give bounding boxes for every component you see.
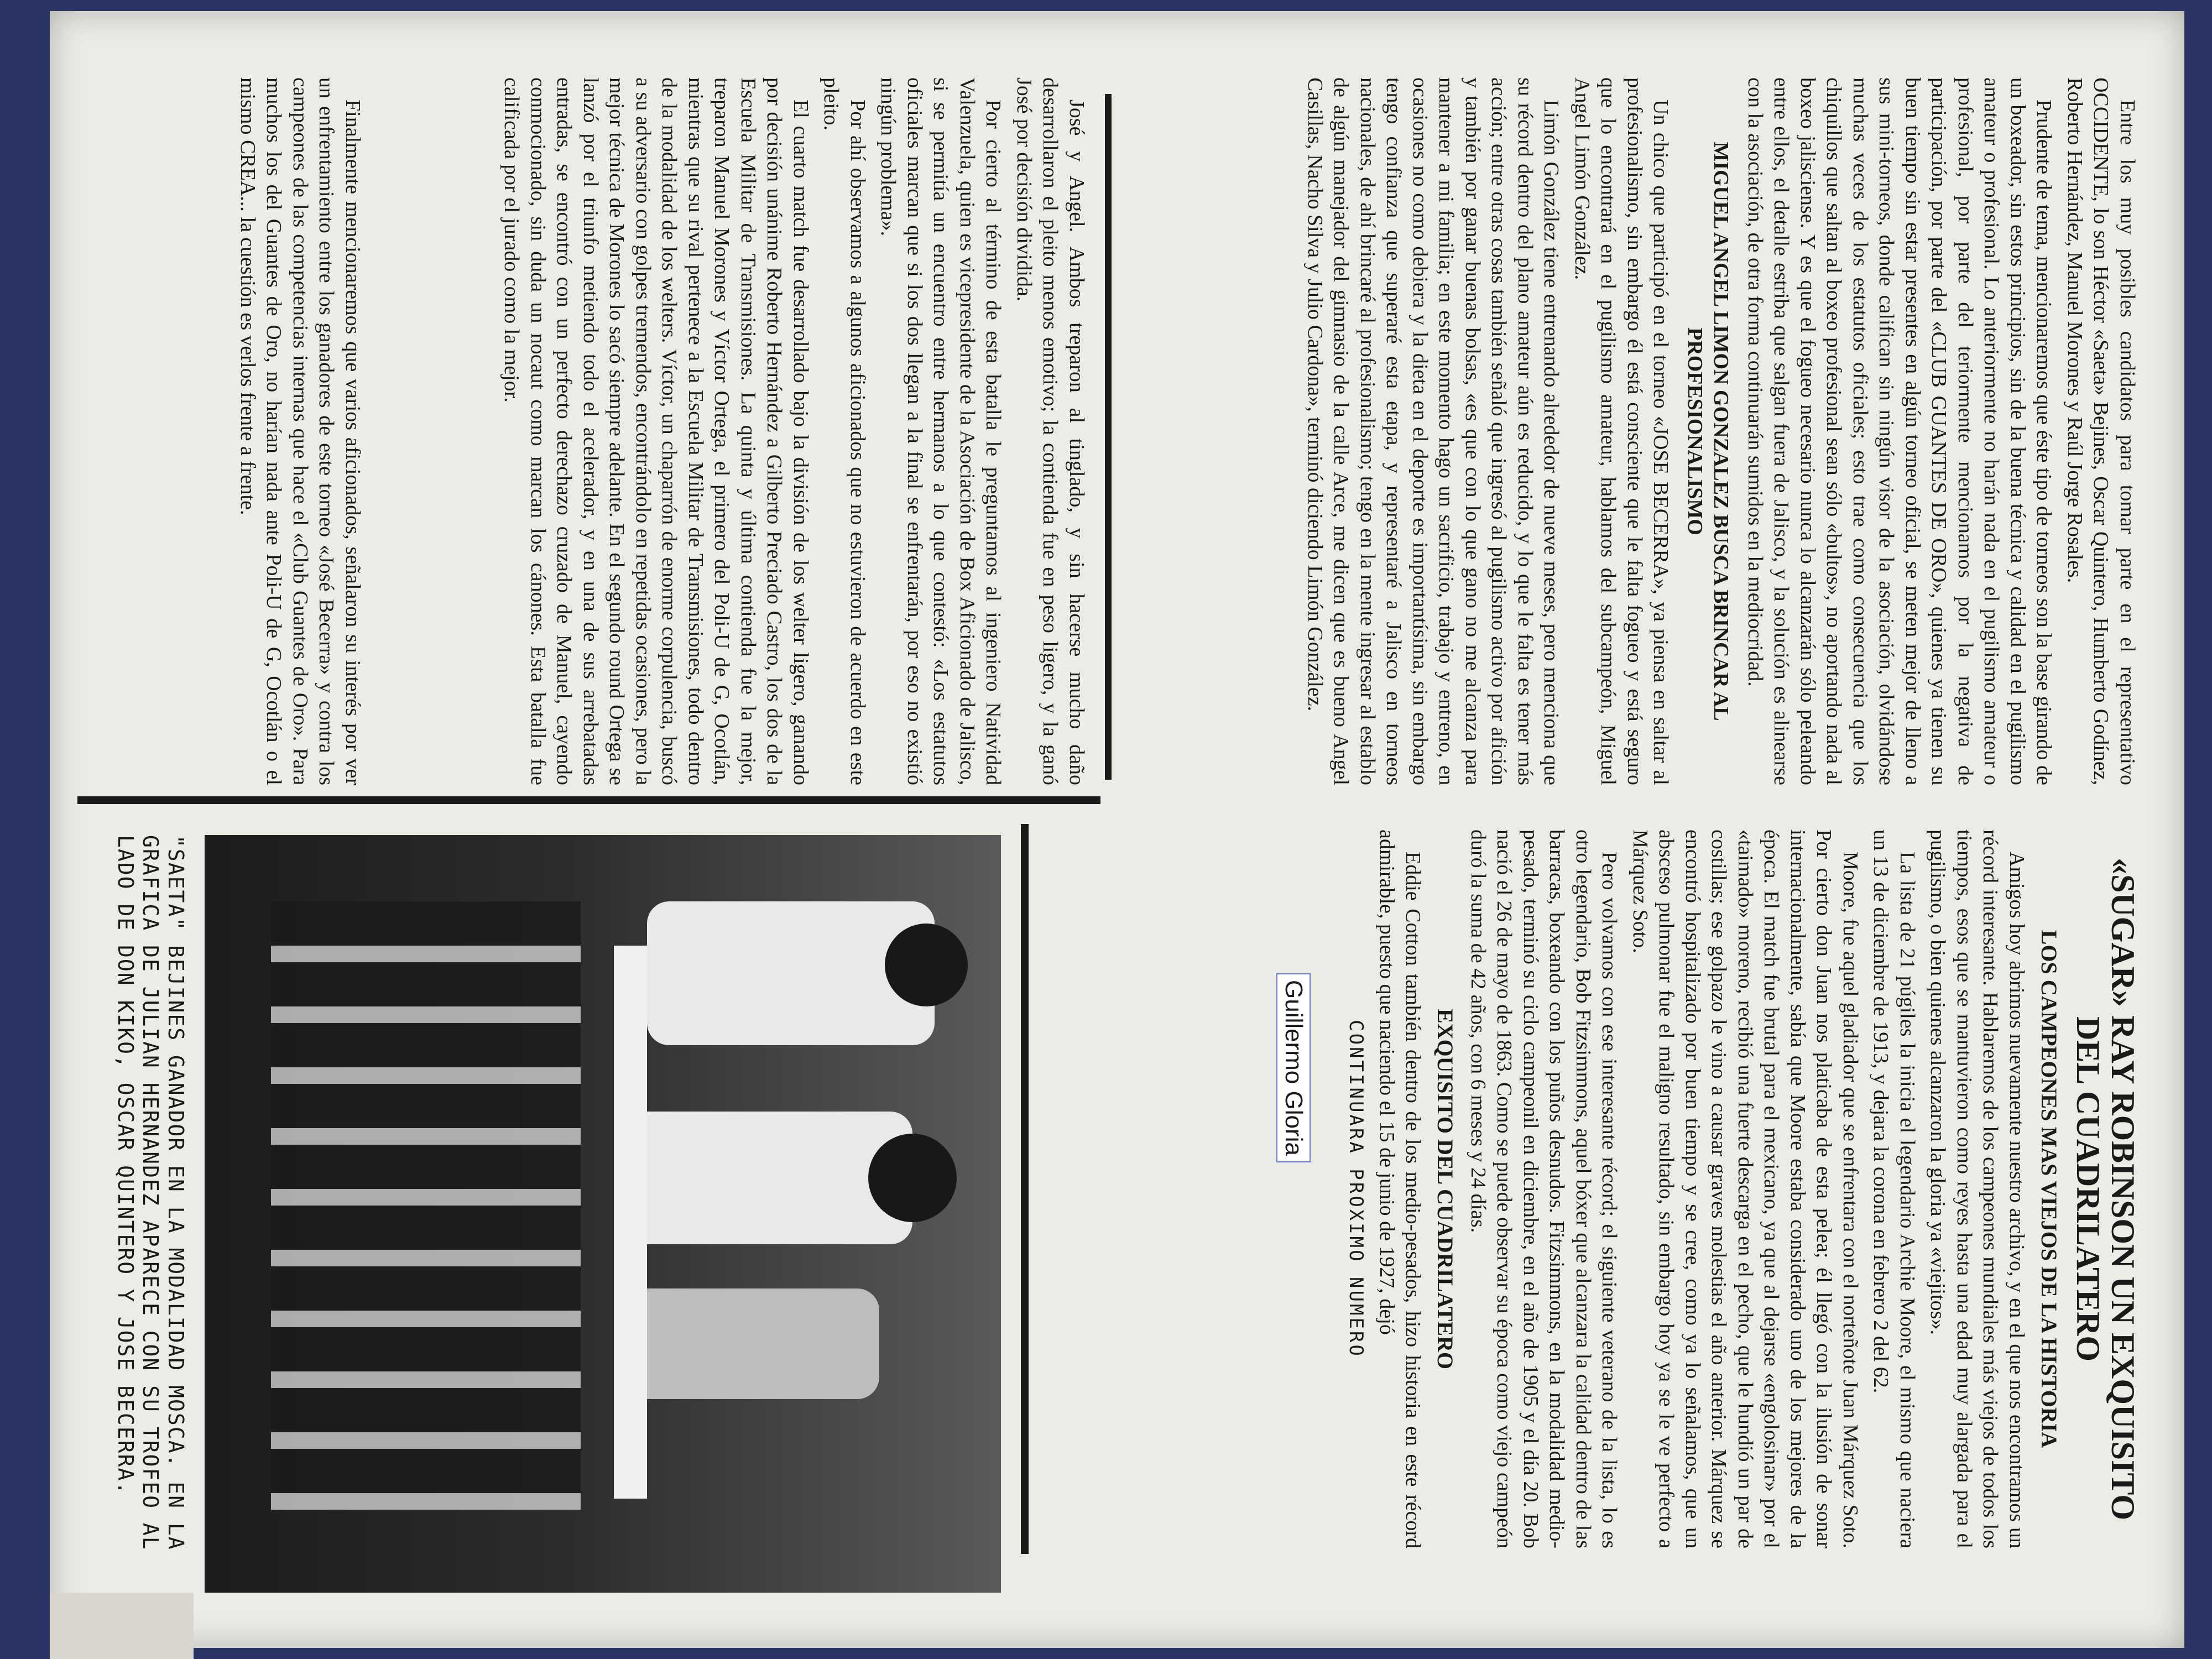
article-column [1344, 830, 2140, 1548]
left-p2: Prudente de tema, mencionaremos que éste tipo de torneos son la base girando de un boxeador, sin estos principios, sin de la buena técnica y calidad en el pugilismo amateur o profesional. Lo anteriormente no harán nada en el pugilismo amateur o profesional, por parte del teriormente mencionamos por la negativa de participación, por parte del «CLUB GUANTES DE ORO», quienes ya tienen su buen tiempo sin estar presentes en algún torneo oficial, se meten mejor de lleno a sus mini-torneos, donde califican sin ningún visor de la asociación, olvidándose muchas veces de los estatutos oficiales; esto trae como consecuencia que los chiquillos que saltan al boxeo profesional sean sólo «bultos», no aportando nada al boxeo jalisciense. Y es que el fogueo necesario nunca lo alcanzarán sólo peleando entre ellos, el detalle estriba que salgan fuera de Jalisco, y la solución es alinearse con la asociación, de otra forma continuarán sumidos en la mediocridad. [1744, 77, 2056, 785]
section-rule-left [1105, 94, 1112, 780]
left-p4: Limón González tiene entrenando alrededor de nueve meses, pero menciona que su récord dentro del plano amateur aún es reducido, y lo que le falta es tener más acción; entre otras cosas también señaló que ingresó al pugilismo activo por afición y también por ganar buenas bolsas, «es que con lo que gano no me alcanza para mantener a mi familia; en este momento hago un sacrificio, trabajo y entreno, en ocasiones no como debiera y la dieta en el deporte es importantísima, sin embargo tengo confianza que superaré esta etapa, y representaré a Jalisco en torneos nacionales, de ahí brincaré al profesionalismo; tengo en la mente ingresar al establo de algún manejador del gimnasio de la calle Arce, me dicen que es bueno Angel Casillas, Nacho Silva y Julio Cardona», terminó diciendo Limón González. [1303, 77, 1563, 785]
figure-3 [625, 1288, 879, 1399]
right-p2: Por cierto al término de esta batalla le preguntamos al ingeniero Natividad Valenzuela, quien es vicepresidente de la Asociación de Box Aficionado de Jalisco, si se permitía un encuentro entre hermanos a lo que contestó: «Los estatutos oficiales marcan que si los dos llegan a la final se enfrentarán, por eso no existió ningún problema». [877, 77, 1005, 785]
top-band [1128, 11, 2140, 1648]
right-p1: José y Angel. Ambos treparon al tinglado, y sin hacerse mucho daño desarrollaron el pleito menos emotivo; la contienda fue en peso ligero, y la ganó José por decisión dividida. [1013, 77, 1088, 785]
article-p3: Moore, fue aquel gladiador que se enfrentara con el norteñote Juan Márquez Soto. Por cierto don Juan nos platicaba de esta pelea; él llegó con la ilusión de sonar internacionalmente, sabía que Moore estaba considerado uno de los mejores de la época. El match fue brutal para el mexicano, ya que al dejarse «engolosinar» por el «taimado» moreno, recibió una fuerte descarga en el pecho, que le hundió un par de costillas; ese golpazo le vino a causar graves molestias el año anterior. Márquez se encontró hospitalizado por buen tiempo y se cree, como ya lo señalamos, que un absceso pulmonar fue el maligno resultado, sin embargo hoy ya se le ve perfecto a Márquez Soto. [1629, 830, 1862, 1548]
column-rule [77, 796, 1100, 804]
name-label: Guillermo Gloria [1276, 973, 1311, 1162]
rotated-content [50, 11, 2184, 1648]
continues-note: CONTINUARA PROXIMO NUMERO [1345, 1020, 1368, 1358]
article-p1: Amigos hoy abrimos nuevamente nuestro archivo, y en el que nos encontramos un récord interesante. Hablaremos de los campeones mundiales más viejos de todos los tiempos, esos que se mantuvieron como reyes hasta una edad muy alargada para el pugilismo, o bien quienes alcanzaron la gloria ya «viejitos». [1926, 830, 2028, 1548]
left-p1: Entre los muy posibles candidatos para tomar parte en el representativo OCCIDENTE, lo son Héctor «Saeta» Bejines, Oscar Quintero, Humberto Godínez, Roberto Hernández, Manuel Morones y Raúl Jorge Rosales. [2063, 77, 2139, 785]
left-text-column [1297, 77, 2141, 785]
article-subtitle: LOS CAMPEONES MAS VIEJOS DE LA HISTORIA [2037, 930, 2062, 1448]
photo-caption: "SAETA" BEJINES GANADOR EN LA MODALIDAD MOSCA. EN LA GRAFICA DE JULIAN HERNANDEZ APARECE CON SU TROFEO AL LADO DE DON KIKO, OSCAR QUINTERO Y JOSE BECERRA. [113, 835, 188, 1551]
article-p4: Pero volvamos con ese interesante récord; el siguiente veterano de la lista, lo es otro legendario, Bob Fitzsimmons, aquel bóxer que alcanzara la calidad dentro de las barracas, boxeando con los puños desnudos. Fitzsimmons, en la modalidad medio-pesado, terminó su ciclo campeonil en diciembre, en el año de 1905 y el día 20. Bob nació el 26 de mayo de 1863. Como se puede observar su época como viejo campeón duró la suma de 42 años, con 6 meses y 24 días. [1467, 830, 1621, 1548]
lower-left-column [230, 77, 1090, 785]
section-rule-right [1021, 824, 1029, 1554]
article-p5: Eddie Cotton también dentro de los medio-pesados, hizo historia en este récord admirable, puesto que naciendo el 15 de junio de 1927, dejó [1375, 830, 1425, 1548]
article-p2: La lista de 21 púgiles la inicia el legendario Archie Moore, el mismo que naciera un 13 de diciembre de 1913, y dejara la corona en febrero 2 del 62. [1869, 830, 1919, 1548]
trophy-table [614, 946, 647, 1499]
article-heading-2: EXQUISITO DEL CUADRILATERO [1433, 1008, 1458, 1369]
boxing-photo [205, 835, 1001, 1593]
right-p4: El cuarto match fue desarrollado bajo la división de los welter ligero, ganando por decisión unánime Roberto Hernández a Gilberto Preciado Castro, los dos de la Escuela Militar de Transmisiones. La quinta y última contienda fue la mejor, treparon Manuel Morones y Víctor Ortega, el primero del Poli-U de G, Ocotlán, mientras que su rival pertenece a la Escuela Militar de Transmisiones, todo dentro de la modalidad de los welters. Víctor, un chaparrón de enorme corpulencia, buscó a su adversario con golpes tremendos, encontrándolo en repetidas ocasiones, pero la mejor técnica de Morones lo sacó siempre adelante. En el segundo round Ortega se lanzó por el triunfo metiendo todo el acelerador, y en una de sus arrebatadas entradas, se encontró con un perfecto derechazo cruzado de Manuel, cayendo conmocionado, sin duda un nocaut como marcan los cánones. Esta batalla fue calificada por el jurado como la mejor. [500, 77, 812, 785]
right-p3: Por ahí observamos a algunos aficionados que no estuvieron de acuerdo en este pleito. [820, 77, 869, 785]
limon-heading: MIGUEL ANGEL LIMON GONZALEZ BUSCA BRINCAR AL PROFESIONALISMO [1683, 142, 1733, 721]
legs-area [271, 901, 581, 1510]
left-p3: Un chico que participó en el torneo «JOSE BECERRA», ya piensa en saltar al profesionalismo, sin embargo él está consciente que le falta fogueo y está seguro que lo encontrará en el pugilismo amateur, hablamos del subcampeón, Miguel Angel Limón González. [1571, 77, 1673, 785]
article-title: «SUGAR» RAY ROBINSON UN EXQUISITO DEL CUADRILATERO [2070, 857, 2141, 1521]
right-p5: Finalmente mencionaremos que varios aficionados, señalaron su interés por ver un enfrentamiento entre los ganadores de este torneo «José Becerra» y contra los campeones de las competencias internas que hace el «Club Guantes de Oro». Para muchos los del Guantes de Oro, no harían nada ante Poli-U de G, Ocotlán o el mismo CREA... la cuestión es verlos frente a frente. [236, 77, 364, 785]
